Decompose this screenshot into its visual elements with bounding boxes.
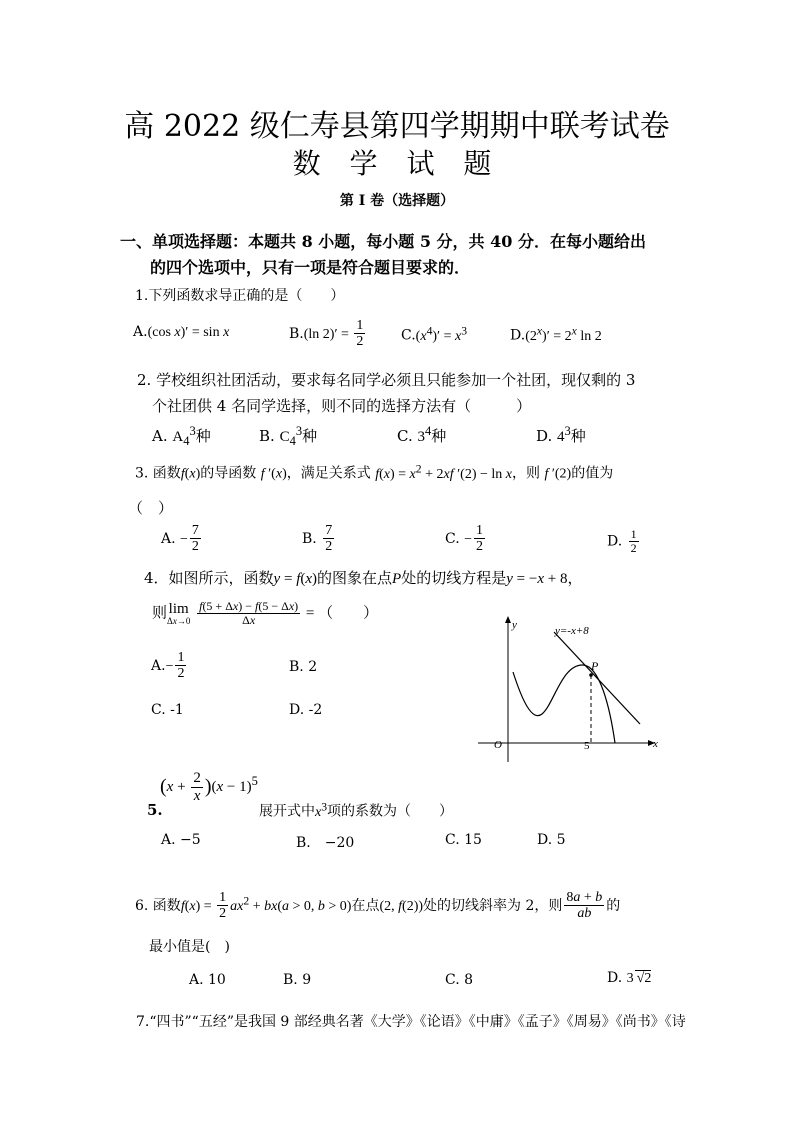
q2-option-a: A. $A_4^3$种 <box>152 424 211 448</box>
q5-stem: 展开式中$x^3$项的系数为（ ） <box>259 800 454 820</box>
q6-stem: 6. 函数f(x) = $\frac{1}{2}$ $ax^2 + bx(a > 0$, b > 0)在点(2, f(2))处的切线斜率为 2，则 $\frac{8a + b}{ab}$ 的 <box>135 890 621 922</box>
q7-line1: 7.“四书”“五经”是我国 9 部经典名著《大学》《论语》《中庸》《孟子》《周易》《尚书》《诗 <box>136 1014 686 1030</box>
q1-option-c: $C.(x^4)' = x^3$ <box>401 324 468 344</box>
q2-option-d: D. $4^3$种 <box>536 424 586 445</box>
q1-option-a: A.(cos x)′ = sin x <box>133 324 230 340</box>
q5-option-a: A. −5 <box>161 832 201 848</box>
volume-heading: 第 I 卷（选择题） <box>339 193 455 209</box>
tick-5-label: 5 <box>584 740 590 752</box>
exam-title: 高 2022 级仁寿县第四学期期中联考试卷 <box>124 109 670 144</box>
q2-option-c: C. $3^4$种 <box>397 424 447 445</box>
q3-option-a: A. − $\frac{7}{2}$ <box>161 523 199 555</box>
section-heading-line2: 的四个选项中，只有一项是符合题目要求的． <box>150 258 471 277</box>
q2-option-b: B. $C_4^3$种 <box>259 424 318 448</box>
q3-stem: 3. 函数f(x)的导函数 f ′(x)，满足关系式 $f(x) = x^2 + 2xf$ ′(2) − ln x，则 f ′(2)的值为 <box>135 462 614 482</box>
q4-option-b: B. 2 <box>289 659 318 675</box>
y-axis-arrow <box>505 616 511 623</box>
x-axis-label: x <box>653 738 658 750</box>
tangent-label: y=-x+8 <box>555 625 589 637</box>
q4-option-c: C. -1 <box>151 702 184 718</box>
origin-label: O <box>494 739 502 751</box>
q6-option-c: C. 8 <box>445 972 474 988</box>
q6-option-b: B. 9 <box>283 972 312 988</box>
q5-number: 5. <box>147 801 163 819</box>
q4-stem: 4．如图所示，函数y = f(x)的图象在点P处的切线方程是y = −x + 8， <box>144 569 583 587</box>
exam-subtitle: 数 学 试 题 <box>292 147 502 180</box>
point-p <box>589 673 593 677</box>
tangent-line <box>554 632 640 724</box>
q6-option-d: D. 3 √2 <box>607 970 652 986</box>
q3-option-b: B. $\frac{7}{2}$ <box>302 523 333 555</box>
q3-option-c: C. − $\frac{1}{2}$ <box>445 523 484 555</box>
q5-expression: (x + $\frac{2}{x}$ )$(x - 1)^5$ <box>160 770 258 804</box>
q4-option-d: D. -2 <box>289 702 323 718</box>
q4-limit: 则 lim Δx→0 $\frac{f(5 + \Delta x) - f(5 - \Delta x)}{\Delta x}$ = （ ） <box>152 599 379 628</box>
q5-option-c: C. 15 <box>445 832 482 848</box>
q5-option-b: B. −20 <box>296 835 355 851</box>
q1-option-d: $D.(2^x)' = 2^x$ ln 2 <box>510 324 602 344</box>
y-axis-label: y <box>512 619 517 631</box>
q4-function-graph <box>470 612 670 772</box>
q5-option-d: D. 5 <box>537 832 566 848</box>
function-curve <box>513 665 615 743</box>
q2-line1: 2. 学校组织社团活动，要求每名同学必须且只能参加一个社团，现仅剩的 3 <box>137 371 636 389</box>
q1-option-b: B.(ln 2)′ = $\frac{1}{2}$ <box>289 318 364 350</box>
q2-line2: 个社团供 4 名同学选择，则不同的选择方法有（ ） <box>152 397 532 415</box>
q1-stem: 1.下列函数求导正确的是（ ） <box>135 288 345 304</box>
section-heading-line1: 一、单项选择题：本题共 8 小题，每小题 5 分，共 40 分．在每小题给出 <box>120 232 646 251</box>
q6-option-a: A. 10 <box>189 972 226 988</box>
q3-blank: （ ） <box>128 499 174 517</box>
q3-option-d: D. $\frac{1}{2}$ <box>607 527 637 556</box>
q6-line2: 最小值是( ) <box>149 939 230 955</box>
q4-option-a: A.− $\frac{1}{2}$ <box>151 650 185 682</box>
point-p-label: P <box>591 659 599 673</box>
